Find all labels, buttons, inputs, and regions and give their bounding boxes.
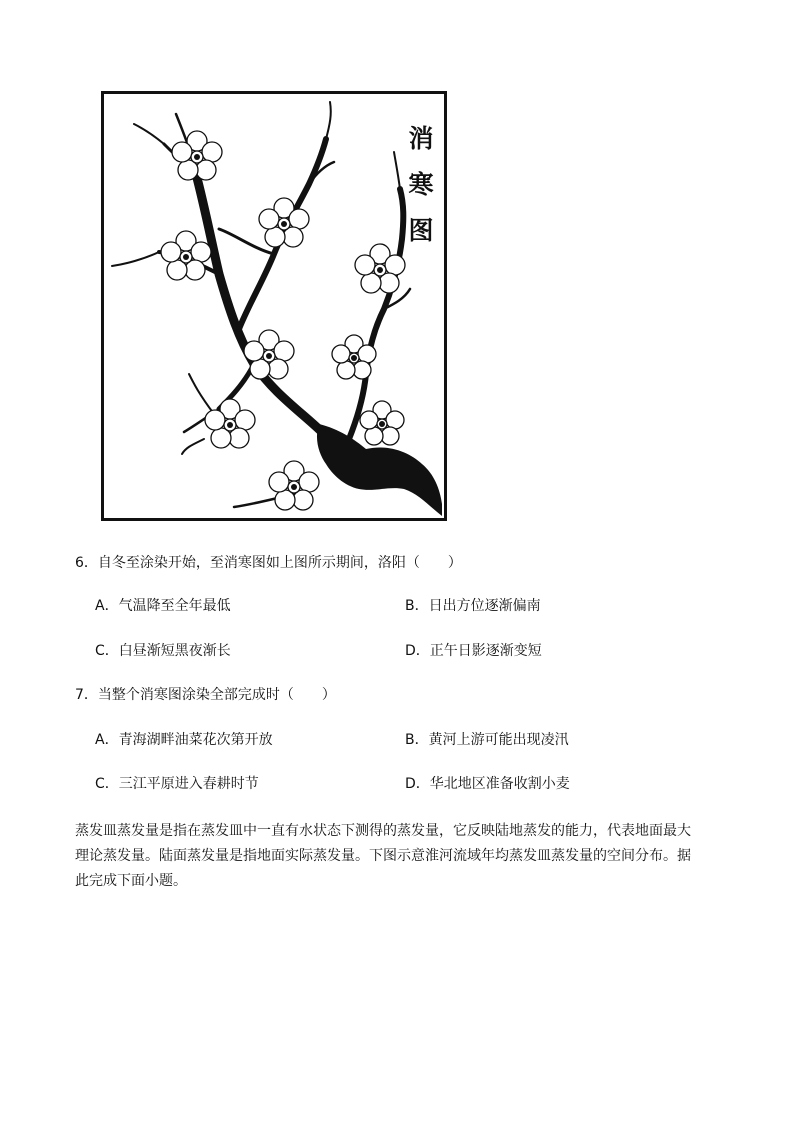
question-6-option-d: D．正午日影逐渐变短 — [405, 643, 542, 659]
question-7-option-a: A．青海湖畔油菜花次第开放 — [95, 732, 273, 748]
plum-blossom-figure — [101, 91, 447, 521]
question-6-stem: 6．自冬至涂染开始，至消寒图如上图所示期间，洛阳（ ） — [75, 555, 462, 571]
question-6-option-c: C．白昼渐短黑夜渐长 — [95, 643, 231, 659]
figure-title-char: 寒 — [408, 170, 434, 199]
passage — [75, 819, 725, 894]
question-7-stem: 7．当整个消寒图涂染全部完成时（ ） — [75, 687, 336, 703]
figure-title-char: 图 — [408, 216, 434, 245]
question-7-option-d: D．华北地区准备收割小麦 — [405, 776, 570, 792]
question-6-option-a: A．气温降至全年最低 — [95, 598, 231, 614]
plum-branch-illustration — [104, 94, 444, 518]
passage-line: 蒸发皿蒸发量是指在蒸发皿中一直有水状态下测得的蒸发量，它反映陆地蒸发的能力，代表地面最大 — [75, 823, 691, 839]
figure-title — [404, 116, 438, 254]
question-7-option-b: B．黄河上游可能出现凌汛 — [405, 732, 569, 748]
question-6-option-b: B．日出方位逐渐偏南 — [405, 598, 541, 614]
question-7-option-c: C．三江平原进入春耕时节 — [95, 776, 259, 792]
figure-title-char: 消 — [408, 124, 434, 153]
passage-line: 理论蒸发量。陆面蒸发量是指地面实际蒸发量。下图示意淮河流域年均蒸发皿蒸发量的空间分布。据 — [75, 848, 691, 864]
passage-line: 此完成下面小题。 — [75, 873, 187, 889]
